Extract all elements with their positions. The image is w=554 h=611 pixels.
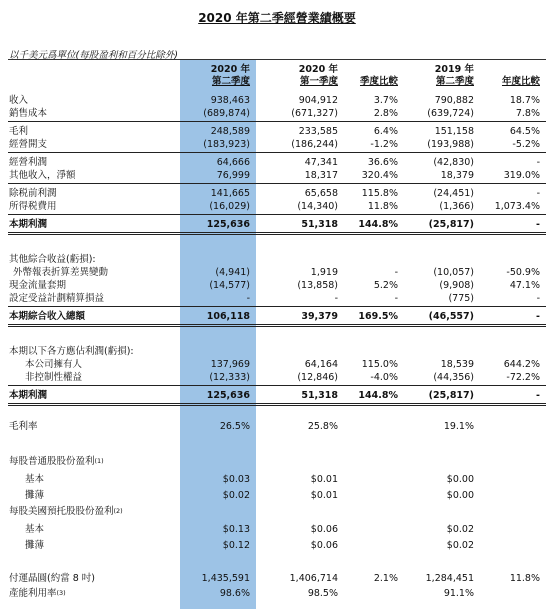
row-divider (8, 121, 546, 122)
row-label-text: 每股美國預托股股份盈利 (9, 506, 114, 517)
table-cell: 248,589 (210, 126, 250, 137)
table-cell: - (536, 311, 540, 322)
header-divider (8, 59, 546, 60)
row-label (25, 540, 44, 552)
table-cell: 1,435,591 (201, 573, 250, 584)
footnote-marker: (3) (56, 589, 66, 597)
footnote-marker: (2) (113, 507, 123, 515)
column-header-line1: 2019 年 (434, 64, 474, 75)
row-label-text: 設定受益計劃精算損益 (9, 293, 105, 304)
table-cell: $0.00 (446, 490, 474, 501)
row-label-text: 基本 (25, 524, 45, 535)
table-cell: $0.02 (222, 490, 250, 501)
row-label-text: 毛利率 (9, 421, 38, 432)
row-label-text: 攤薄 (25, 490, 45, 501)
table-cell: - (394, 293, 398, 304)
table-cell: 98.5% (307, 588, 338, 599)
row-label (9, 280, 66, 292)
row-label-text: 本期綜合收入總額 (9, 311, 86, 322)
unit-note: 以千美元爲單位(每股盈利和百分比除外) (9, 50, 178, 61)
row-label-text: 本期以下各方應佔利潤(虧損): (9, 346, 134, 357)
table-cell: (13,858) (297, 280, 338, 291)
row-label (9, 293, 104, 305)
table-cell: $0.02 (446, 540, 474, 551)
row-divider (8, 306, 546, 307)
column-header-line1 (318, 64, 398, 76)
row-label (9, 157, 47, 169)
row-label (13, 267, 108, 279)
table-cell: 904,912 (298, 95, 338, 106)
table-cell: 644.2% (503, 359, 540, 370)
table-cell: 18,539 (440, 359, 474, 370)
row-label (25, 359, 82, 371)
table-cell: (25,817) (428, 219, 474, 230)
table-cell: $0.01 (310, 490, 338, 501)
table-cell: 51,318 (301, 390, 338, 401)
row-label (9, 188, 57, 200)
row-label (9, 573, 95, 585)
column-header-line2: 季度比較 (359, 76, 398, 87)
table-cell: 790,882 (434, 95, 474, 106)
table-cell: 320.4% (361, 170, 398, 181)
column-header-line2: 第一季度 (299, 76, 338, 87)
table-cell: 11.8% (367, 201, 398, 212)
table-cell: $0.01 (310, 474, 338, 485)
row-label (25, 372, 82, 384)
table-cell: 169.5% (358, 311, 398, 322)
row-label (9, 254, 96, 266)
table-cell: (12,846) (297, 372, 338, 383)
table-cell: (775) (448, 293, 474, 304)
row-label-text: 經營利潤 (9, 157, 48, 168)
table-cell: 47.1% (509, 280, 540, 291)
table-cell: 39,379 (301, 311, 338, 322)
table-cell: (14,577) (209, 280, 250, 291)
table-cell: 18,317 (304, 170, 338, 181)
table-cell: $0.02 (446, 524, 474, 535)
table-cell: (1,366) (439, 201, 474, 212)
table-cell: 125,636 (206, 390, 250, 401)
table-cell: 64,666 (216, 157, 250, 168)
table-cell: (689,874) (203, 108, 250, 119)
row-label-text: 本公司擁有人 (25, 359, 83, 370)
row-label (9, 108, 47, 120)
row-label-text: 本期利潤 (9, 390, 48, 401)
table-cell: 1,284,451 (425, 573, 474, 584)
table-cell: (44,356) (433, 372, 474, 383)
table-cell: (639,724) (427, 108, 474, 119)
table-cell: 125,636 (206, 219, 250, 230)
row-label (9, 126, 28, 138)
table-cell: 137,969 (210, 359, 250, 370)
table-cell: - (536, 188, 540, 199)
table-cell: -4.0% (370, 372, 398, 383)
table-cell: 151,158 (434, 126, 474, 137)
row-label-text: 毛利 (9, 126, 29, 137)
table-cell: - (246, 293, 250, 304)
table-cell: (16,029) (209, 201, 250, 212)
table-cell: 2.1% (373, 573, 398, 584)
row-label-text: 外幣報表折算差異變動 (13, 267, 109, 278)
table-cell: 98.6% (219, 588, 250, 599)
table-cell: 1,406,714 (289, 573, 338, 584)
table-cell: 11.8% (509, 573, 540, 584)
table-cell: (25,817) (428, 390, 474, 401)
row-divider (8, 385, 546, 386)
row-label (25, 490, 44, 502)
row-label-text: 基本 (25, 474, 45, 485)
row-label-text: 攤薄 (25, 540, 45, 551)
row-label-text: 收入 (9, 95, 29, 106)
column-header-line2: 年度比較 (501, 76, 540, 87)
row-label-text: 除税前利潤 (9, 188, 57, 199)
table-cell: 115.0% (361, 359, 398, 370)
table-cell: 65,658 (304, 188, 338, 199)
table-cell: 144.8% (358, 219, 398, 230)
row-label (25, 524, 44, 536)
table-cell: -1.2% (370, 139, 398, 150)
table-cell: (12,333) (209, 372, 250, 383)
row-label-text: 付運晶圓(約當 8 吋) (9, 573, 95, 584)
row-label-text: 所得税費用 (9, 201, 57, 212)
table-cell: -72.2% (506, 372, 540, 383)
column-header-line1 (460, 64, 540, 76)
table-cell: 141,665 (210, 188, 250, 199)
table-cell: 51,318 (301, 219, 338, 230)
total-double-rule (8, 232, 546, 235)
table-cell: - (394, 267, 398, 278)
row-divider (8, 183, 546, 184)
table-cell: (671,327) (291, 108, 338, 119)
table-cell: $0.00 (446, 474, 474, 485)
table-cell: 938,463 (210, 95, 250, 106)
column-header-line1: 2020 年 (210, 64, 250, 75)
row-divider (8, 152, 546, 153)
table-cell: - (536, 219, 540, 230)
table-cell: - (536, 293, 540, 304)
total-double-rule (8, 403, 546, 406)
table-cell: 3.7% (373, 95, 398, 106)
row-label (25, 474, 44, 486)
table-cell: 64,164 (304, 359, 338, 370)
row-label-text: 其他綜合收益(虧損): (9, 254, 96, 265)
table-cell: 233,585 (298, 126, 338, 137)
column-header-4 (460, 64, 540, 88)
row-label (9, 201, 57, 213)
column-header-2 (318, 64, 398, 88)
table-cell: 319.0% (503, 170, 540, 181)
column-header-0 (170, 64, 250, 88)
table-cell: (183,923) (203, 139, 250, 150)
table-cell: -50.9% (506, 267, 540, 278)
table-cell: 47,341 (304, 157, 338, 168)
table-cell: (4,941) (215, 267, 250, 278)
table-cell: 7.8% (515, 108, 540, 119)
row-label-text: 每股普通股股份盈利 (9, 456, 95, 467)
row-label (9, 421, 38, 433)
table-cell: 64.5% (509, 126, 540, 137)
row-label (9, 170, 76, 182)
table-cell: (14,340) (297, 201, 338, 212)
table-cell: 1,073.4% (494, 201, 540, 212)
table-cell: 26.5% (219, 421, 250, 432)
row-label (9, 139, 47, 151)
row-label-text: 非控制性權益 (25, 372, 83, 383)
column-header-line2: 第二季度 (211, 76, 250, 87)
table-cell: 25.8% (307, 421, 338, 432)
row-label (9, 506, 123, 518)
table-cell: (193,988) (427, 139, 474, 150)
row-label-text: 本期利潤 (9, 219, 48, 230)
table-cell: 76,999 (216, 170, 250, 181)
table-cell: (46,557) (428, 311, 474, 322)
row-label-text: 其他收入，淨額 (9, 170, 76, 181)
row-divider (8, 214, 546, 215)
table-cell: 19.1% (443, 421, 474, 432)
table-cell: (42,830) (433, 157, 474, 168)
document-title: 2020 年第二季經營業績概要 (198, 11, 356, 25)
row-label-text: 現金流量套期 (9, 280, 67, 291)
table-cell: 6.4% (373, 126, 398, 137)
total-double-rule (8, 324, 546, 327)
table-cell: 36.6% (367, 157, 398, 168)
table-cell: $0.03 (222, 474, 250, 485)
row-label-text: 銷售成本 (9, 108, 48, 119)
table-cell: $0.06 (310, 540, 338, 551)
table-cell: (10,057) (433, 267, 474, 278)
row-label (9, 311, 85, 323)
table-cell: $0.06 (310, 524, 338, 535)
row-label-text: 經營開支 (9, 139, 48, 150)
column-header-line1: 2020 年 (298, 64, 338, 75)
table-cell: 1,919 (310, 267, 338, 278)
row-label-text: 產能利用率 (9, 588, 57, 599)
table-cell: - (536, 390, 540, 401)
table-cell: -5.2% (512, 139, 540, 150)
table-cell: (24,451) (433, 188, 474, 199)
table-cell: (9,908) (439, 280, 474, 291)
row-label (9, 346, 134, 358)
column-header-line2: 第二季度 (435, 76, 474, 87)
table-cell: $0.12 (222, 540, 250, 551)
table-cell: 5.2% (373, 280, 398, 291)
table-cell: 91.1% (443, 588, 474, 599)
row-label (9, 95, 28, 107)
table-cell: $0.13 (222, 524, 250, 535)
table-cell: 106,118 (206, 311, 250, 322)
table-cell: (186,244) (291, 139, 338, 150)
table-cell: 115.8% (361, 188, 398, 199)
row-label (9, 456, 104, 468)
table-cell: - (334, 293, 338, 304)
table-cell: 18,379 (440, 170, 474, 181)
row-label (9, 219, 47, 231)
table-cell: 18.7% (509, 95, 540, 106)
footnote-marker: (1) (94, 457, 104, 465)
table-cell: 144.8% (358, 390, 398, 401)
table-cell: - (536, 157, 540, 168)
table-cell: 2.8% (373, 108, 398, 119)
row-label (9, 588, 66, 600)
row-label (9, 390, 47, 402)
